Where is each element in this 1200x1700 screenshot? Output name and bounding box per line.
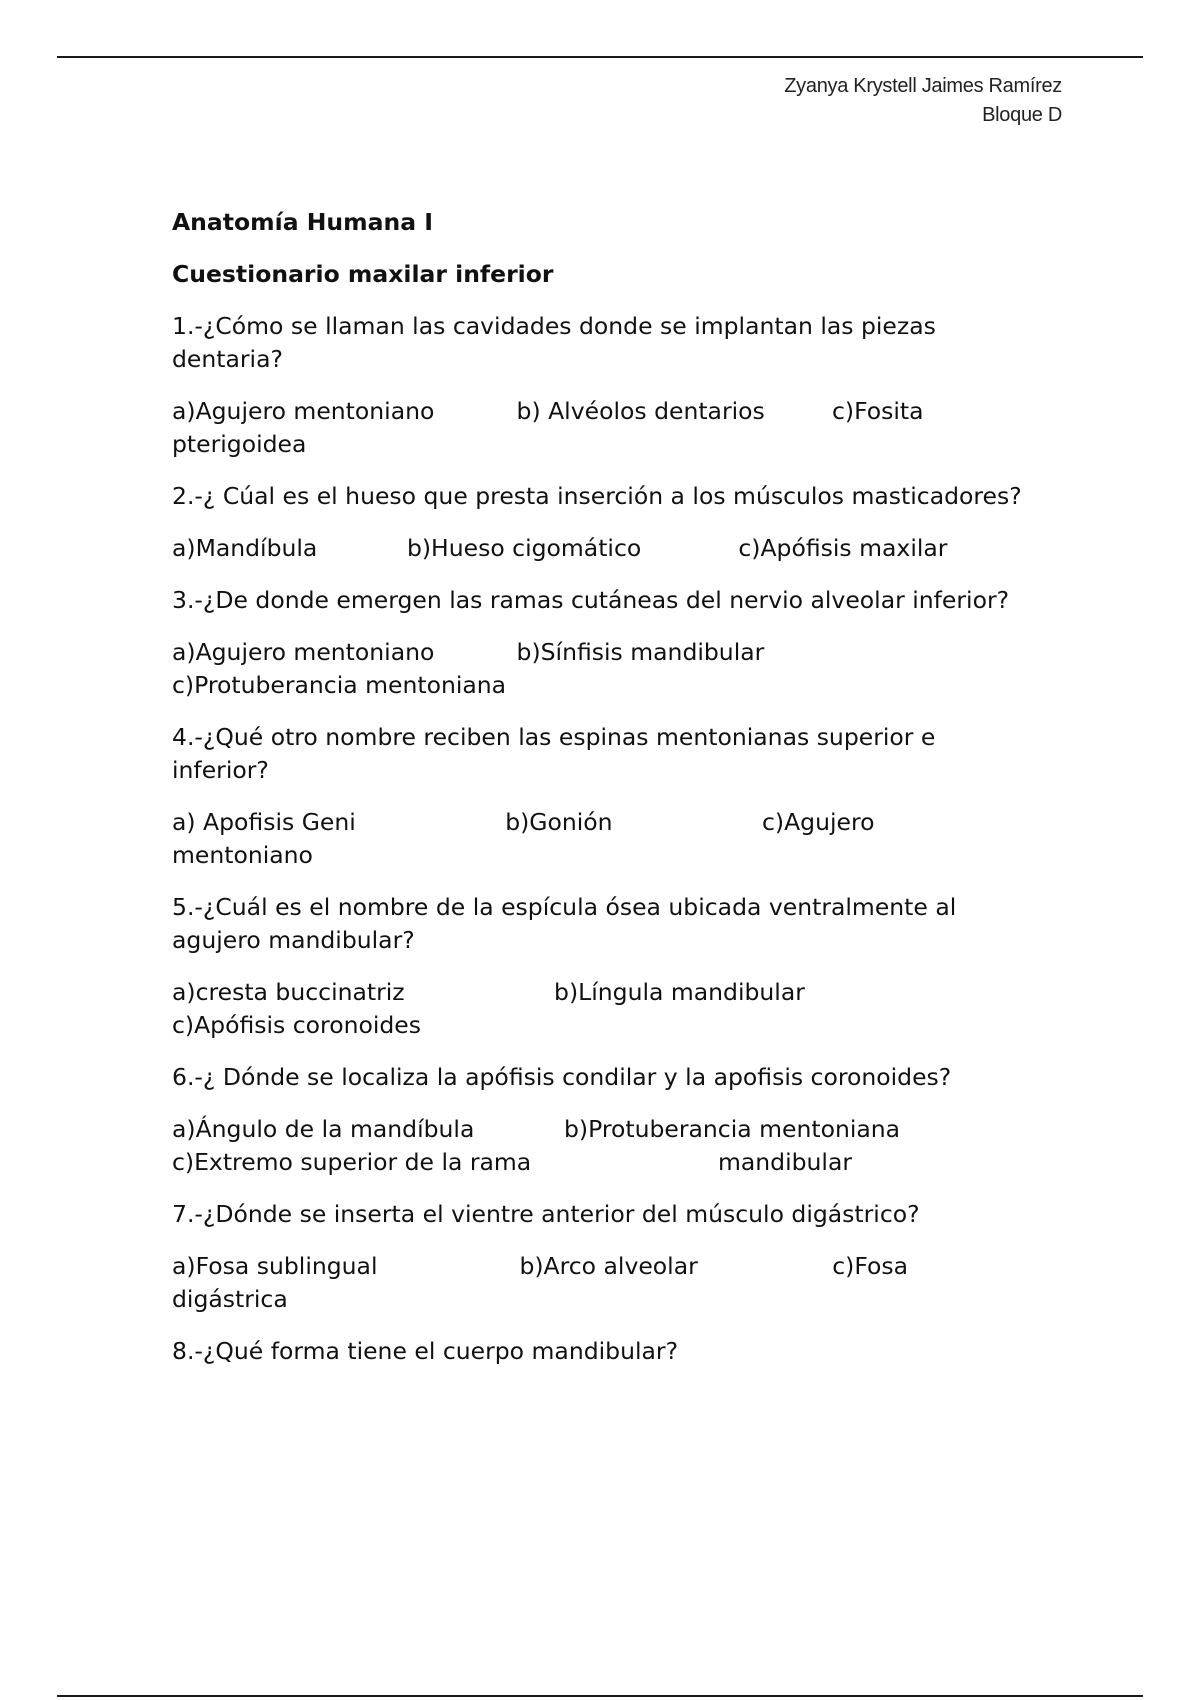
question-7: 7.-¿Dónde se inserta el vientre anterior del músculo digástrico? (172, 1200, 920, 1228)
question-4: 4.-¿Qué otro nombre reciben las espinas mentonianas superior e inferior? (172, 723, 936, 784)
option-b: b)Sínfisis mandibular (516, 638, 765, 666)
options-3 (172, 636, 1072, 702)
option-a: a)Agujero mentoniano (172, 397, 435, 425)
group-label: Bloque D (982, 104, 1062, 126)
author-name: Zyanya Krystell Jaimes Ramírez (784, 75, 1062, 97)
options-7 (172, 1250, 1072, 1316)
option-a: a)cresta buccinatriz (172, 978, 405, 1006)
header-rule (57, 56, 1143, 58)
option-b: b)Hueso cigomático (406, 534, 642, 562)
option-b: b)Gonión (505, 808, 613, 836)
option-a: a)Agujero mentoniano (172, 638, 435, 666)
option-c: c)Apófisis maxilar (738, 534, 948, 562)
option-c: c)Apófisis coronoides (172, 1011, 421, 1039)
option-c: c)Protuberancia mentoniana (172, 671, 507, 699)
options-1 (172, 395, 1072, 461)
options-2 (172, 532, 1072, 565)
option-b: b)Protuberancia mentoniana (564, 1115, 901, 1143)
question-1: 1.-¿Cómo se llaman las cavidades donde se implantan las piezas dentaria? (172, 312, 936, 373)
options-6 (172, 1113, 1072, 1179)
footer-rule (57, 1695, 1143, 1697)
options-4 (172, 806, 1072, 872)
option-b: b)Arco alveolar (519, 1252, 698, 1280)
option-c-part2: pterigoidea (172, 430, 307, 458)
option-c: c)Fosa digástrica (172, 1252, 909, 1313)
question-6: 6.-¿ Dónde se localiza la apófisis condilar y la apofisis coronoides? (172, 1063, 952, 1091)
option-a: a) Apofisis Geni (172, 808, 356, 836)
option-c: c)Agujero mentoniano (172, 808, 875, 869)
page-header (784, 72, 1062, 130)
question-3: 3.-¿De donde emergen las ramas cutáneas del nervio alveolar inferior? (172, 586, 1010, 614)
option-b: b) Alvéolos dentarios (516, 397, 765, 425)
quiz-title: Cuestionario maxilar inferior (172, 260, 554, 288)
option-c: c)Extremo superior de la rama (172, 1148, 532, 1176)
question-8: 8.-¿Qué forma tiene el cuerpo mandibular? (172, 1337, 679, 1365)
option-b-continued: mandibular (717, 1148, 853, 1176)
course-title: Anatomía Humana I (172, 208, 433, 236)
question-2: 2.-¿ Cúal es el hueso que presta inserción a los músculos masticadores? (172, 482, 1022, 510)
option-a: a)Fosa sublingual (172, 1252, 378, 1280)
document-body (172, 206, 1072, 1387)
option-a: a)Mandíbula (172, 534, 318, 562)
option-a: a)Ángulo de la mandíbula (172, 1115, 475, 1143)
option-b: b)Língula mandibular (554, 978, 805, 1006)
options-5 (172, 976, 1072, 1042)
question-5: 5.-¿Cuál es el nombre de la espícula ósea ubicada ventralmente al agujero mandibular? (172, 893, 957, 954)
option-c-part1: c)Fosita (832, 397, 924, 425)
